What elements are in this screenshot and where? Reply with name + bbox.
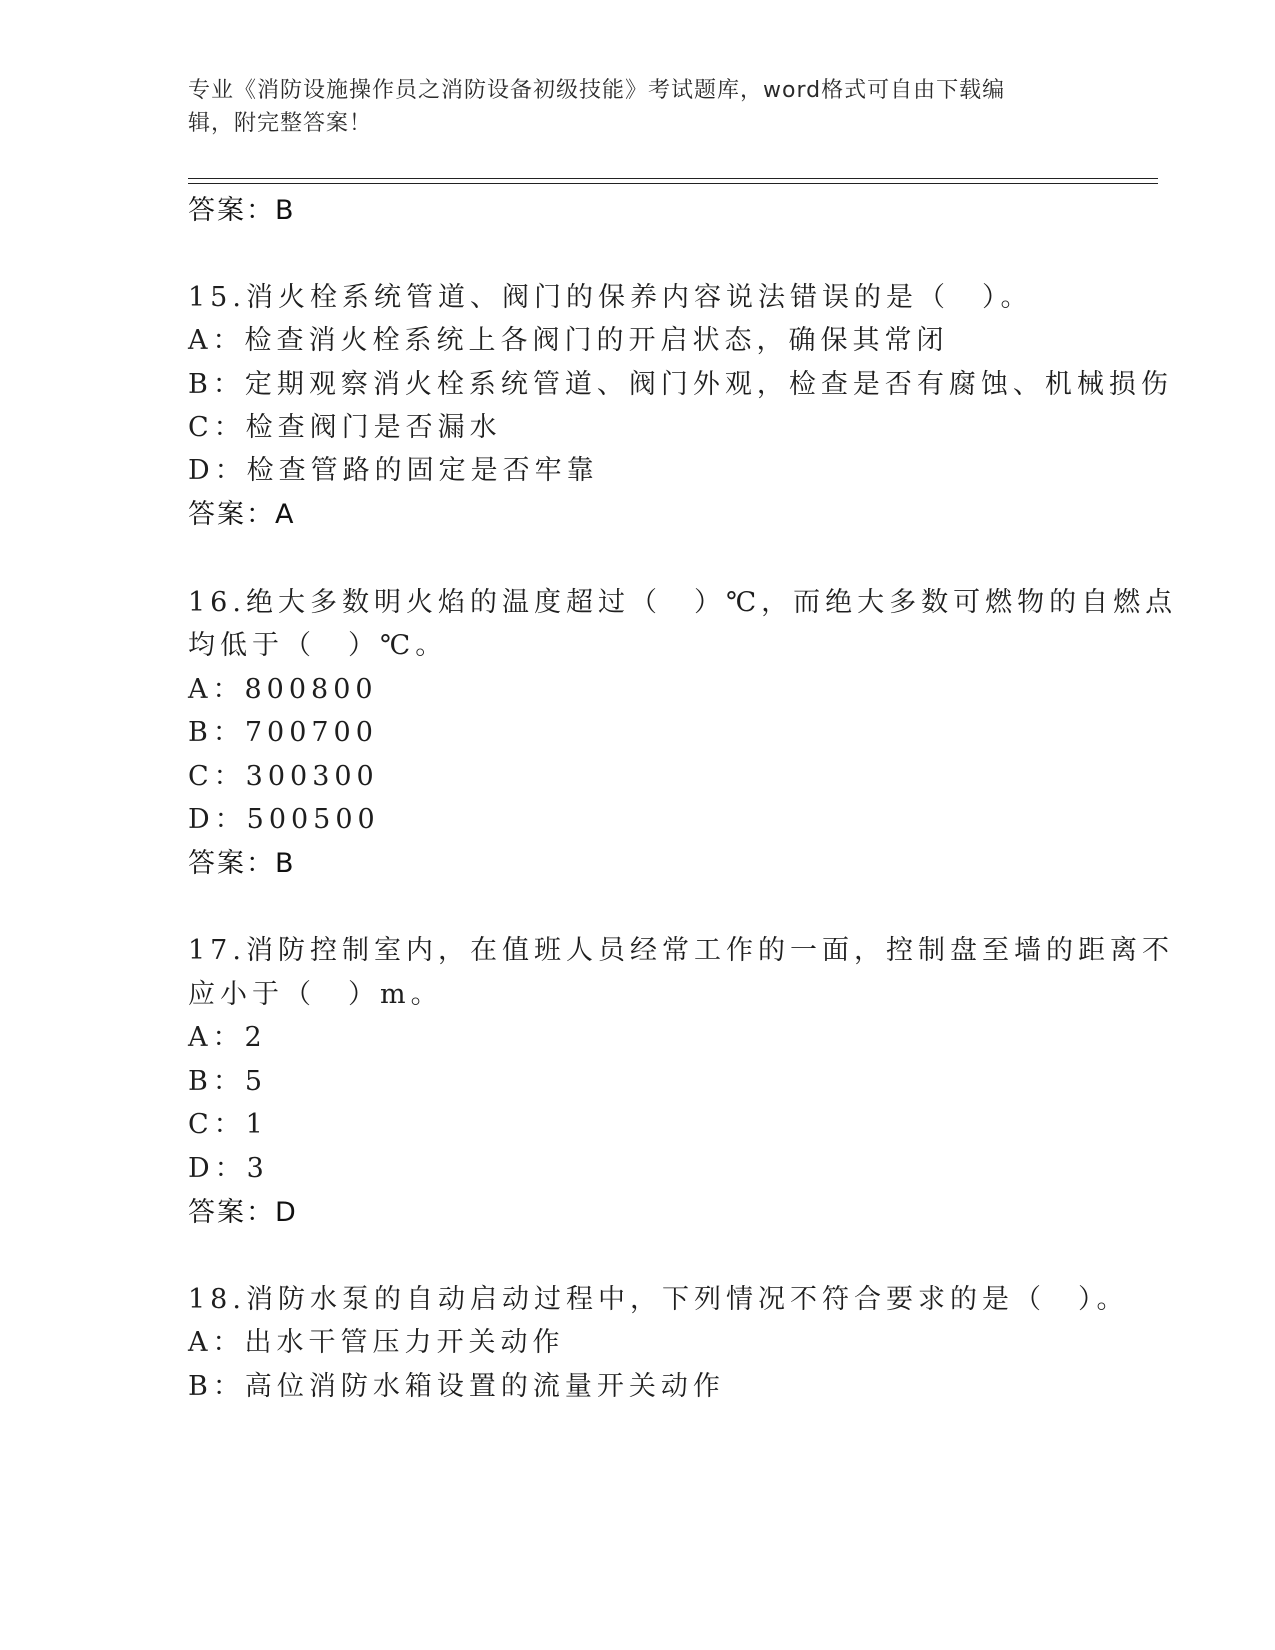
option-line: B：定期观察消火栓系统管道、阀门外观，检查是否有腐蚀、机械损伤 <box>188 369 1173 400</box>
option-line: D：500500 <box>188 804 380 835</box>
option-line: A：2 <box>188 1022 267 1053</box>
option-line: B：700700 <box>188 717 378 748</box>
header-divider-bottom <box>188 183 1158 184</box>
option-line: D：3 <box>188 1153 269 1184</box>
question-line: 应小于（ ）m。 <box>188 979 443 1010</box>
document-header <box>188 74 1068 140</box>
option-line: C：300300 <box>188 761 379 792</box>
question-line: 18.消防水泵的自动启动过程中，下列情况不符合要求的是（ ）。 <box>188 1284 1129 1315</box>
option-line: C：检查阀门是否漏水 <box>188 412 502 443</box>
question-line: 均低于（ ）℃。 <box>188 630 448 661</box>
answer-line: 答案：B <box>188 848 296 879</box>
header-line-2: 辑，附完整答案！ <box>188 111 373 136</box>
option-line: A：800800 <box>188 674 378 705</box>
answer-line: 答案：D <box>188 1197 298 1228</box>
header-line-1: 专业《消防设施操作员之消防设备初级技能》考试题库，word格式可自由下载编 <box>188 78 1006 103</box>
header-divider-top <box>188 178 1158 179</box>
option-line: B：高位消防水箱设置的流量开关动作 <box>188 1371 725 1402</box>
question-line: 16.绝大多数明火焰的温度超过（ ）℃，而绝大多数可燃物的自燃点 <box>188 587 1178 618</box>
answer-line: 答案：B <box>188 195 296 226</box>
option-line: A：出水干管压力开关动作 <box>188 1327 565 1358</box>
answer-line: 答案：A <box>188 499 296 530</box>
question-line: 15.消火栓系统管道、阀门的保养内容说法错误的是（ ）。 <box>188 282 1033 313</box>
option-line: B：5 <box>188 1066 268 1097</box>
question-line: 17.消防控制室内，在值班人员经常工作的一面，控制盘至墙的距离不 <box>188 935 1174 966</box>
option-line: C：1 <box>188 1109 268 1140</box>
option-line: A：检查消火栓系统上各阀门的开启状态，确保其常闭 <box>188 325 949 356</box>
option-line: D：检查管路的固定是否牢靠 <box>188 455 599 486</box>
